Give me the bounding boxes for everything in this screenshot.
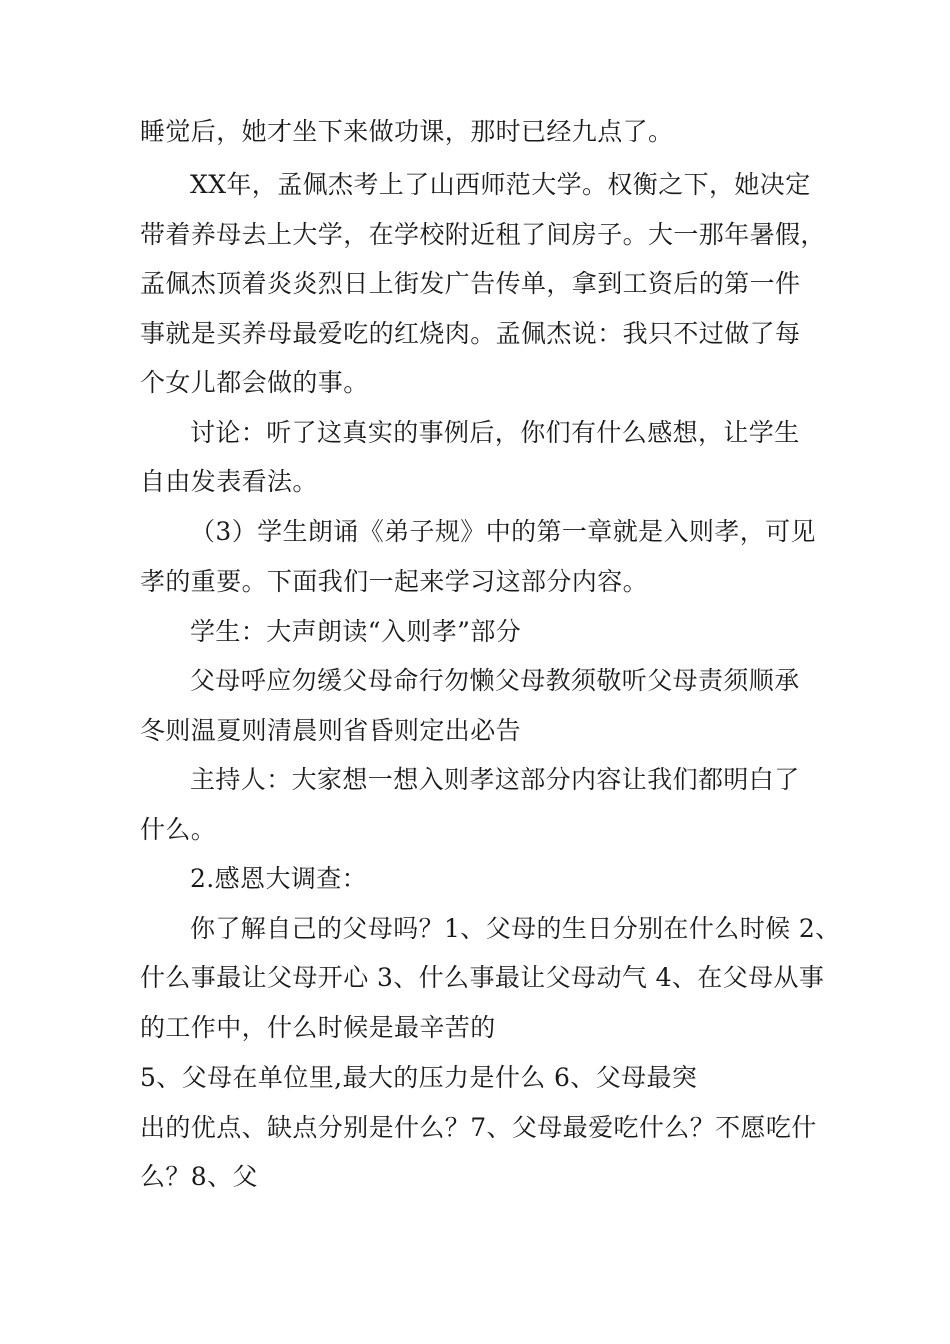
text-line: 事就是买养母最爱吃的红烧肉。孟佩杰说：我只不过做了每 — [140, 319, 801, 348]
text-line: 学生：大声朗读“入则孝”部分 — [190, 617, 522, 646]
text-line: 自由发表看法。 — [140, 467, 318, 496]
text-line: 的工作中，什么时候是最辛苦的 — [140, 1013, 496, 1042]
text-line: 你了解自己的父母吗？1、父母的生日分别在什么时候 2、 — [190, 914, 841, 943]
text-line: （3）学生朗诵《弟子规》中的第一章就是入则孝，可见 — [190, 517, 816, 546]
text-line: 什么。 — [140, 815, 217, 844]
text-line: 个女儿都会做的事。 — [140, 368, 369, 397]
text-line: XX年，孟佩杰考上了山西师范大学。权衡之下，她决定 — [190, 170, 811, 199]
text-line: 带着养母去上大学，在学校附近租了间房子。大一那年暑假， — [140, 220, 826, 249]
text-line: 5、父母在单位里,最大的压力是什么 6、父母最突 — [140, 1063, 698, 1092]
text-line: 2.感恩大调查： — [190, 864, 368, 893]
text-line: 冬则温夏则清晨则省昏则定出必告 — [140, 716, 522, 745]
text-line: 出的优点、缺点分别是什么？7、父母最爱吃什么？不愿吃什 — [140, 1113, 817, 1142]
text-line: 睡觉后，她才坐下来做功课，那时已经九点了。 — [140, 117, 674, 146]
text-line: 主持人：大家想一想入则孝这部分内容让我们都明白了 — [190, 765, 800, 794]
text-line: 孟佩杰顶着炎炎烈日上街发广告传单，拿到工资后的第一件 — [140, 269, 801, 298]
text-line: 么？8、父 — [140, 1162, 258, 1191]
text-line: 什么事最让父母开心 3、什么事最让父母动气 4、在父母从事 — [140, 963, 825, 992]
text-line: 讨论：听了这真实的事例后，你们有什么感想，让学生 — [190, 418, 800, 447]
text-line: 孝的重要。下面我们一起来学习这部分内容。 — [140, 567, 649, 596]
text-line: 父母呼应勿缓父母命行勿懒父母教须敬听父母责须顺承 — [190, 666, 800, 695]
